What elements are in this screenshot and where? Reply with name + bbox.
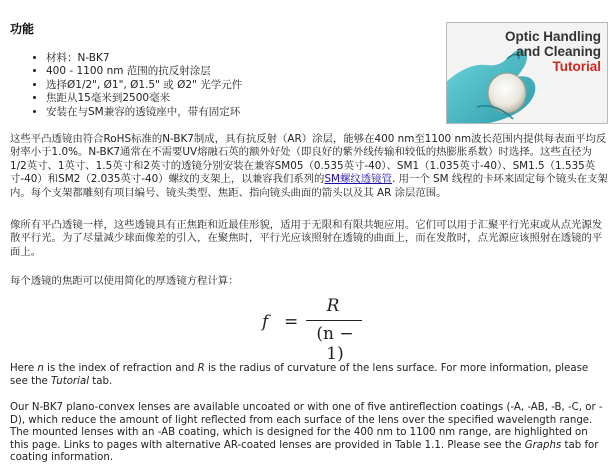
paragraph-text: is the radius of curvature of the lens surface. For more information, please see the bbox=[10, 363, 589, 387]
paragraph-text: tab for coating information. bbox=[10, 439, 599, 464]
feature-item: • 焦距从15毫米到2500毫米 bbox=[46, 92, 426, 105]
section-title: 功能 bbox=[10, 22, 35, 36]
paragraph-text: Here bbox=[10, 363, 38, 374]
radius-symbol: R bbox=[197, 363, 205, 374]
tutorial-banner-text bbox=[505, 29, 601, 74]
formula-intro-paragraph: 每个透镜的焦距可以使用简化的厚透镜方程计算： bbox=[10, 275, 239, 287]
formula-fraction-bar bbox=[306, 320, 362, 321]
description-paragraph bbox=[10, 133, 608, 200]
paragraph-text: tab. bbox=[89, 375, 113, 387]
formula-numerator: R bbox=[326, 296, 340, 316]
paragraph-text: 这些平凸透镜由符合RoHS标准的N-BK7制成，具有抗反射（AR）涂层，能够在400 nm至1100 nm波长范围内提供每表面平均反射率小于1.0%。N-BK7通常在不需要UV熔融石英的额外好处（即良好的紫外线传输和较低的热膨胀系数）时选择。这些直径为1/2英寸、1英寸、1.5英寸和2英寸的透镜分别安装在兼容SM05（0.535英寸-40）、SM1（1.035英寸-40）、SM1.5（1.535英寸-40）和SM2（2.035英寸-40）螺纹的支架上，以兼容我们系列的 bbox=[10, 133, 607, 186]
feature-item: • 400 - 1100 nm 范围的抗反射涂层 bbox=[46, 65, 426, 78]
tutorial-banner-line: and Cleaning bbox=[516, 44, 601, 59]
formula-denominator: (n − 1) bbox=[316, 324, 354, 364]
optic-handling-tutorial-banner[interactable] bbox=[446, 22, 608, 124]
tutorial-banner-line: Optic Handling bbox=[505, 29, 601, 44]
coating-paragraph bbox=[10, 402, 608, 465]
feature-item: • 材料：N-BK7 bbox=[46, 52, 426, 65]
formula-lhs: f bbox=[262, 312, 269, 332]
index-symbol: n bbox=[37, 363, 44, 374]
focal-length-formula bbox=[262, 296, 402, 364]
feature-item: • 安装在与SM兼容的透镜座中，带有固定环 bbox=[46, 106, 426, 119]
feature-item: • 选择Ø1/2", Ø1", Ø1.5" 或 Ø2" 光学元件 bbox=[46, 79, 426, 92]
formula-equals: = bbox=[284, 312, 299, 332]
paragraph-text: Our N-BK7 plano-convex lenses are available uncoated or with one of five antireflection coatings (-A, -AB, -B, -C, or -D), which reduce the amount of light reflected from each surface of the lens over the specified wavelength range. The mounted lenses with an -AB coating, which is designed for the 400 nm to 1100 nm range, are highlighted on this page. Links to pages with alternative AR-coated lenses are provided in Table 1.1. Please see the bbox=[10, 402, 603, 451]
feature-list bbox=[32, 52, 426, 119]
sm-lens-tube-link[interactable]: SM螺纹透镜管 bbox=[324, 173, 392, 186]
formula-explanation-paragraph bbox=[10, 363, 608, 388]
paragraph-text: is the index of refraction and bbox=[43, 363, 198, 374]
lens-usage-paragraph: 像所有平凸透镜一样，这些透镜具有正焦距和近最佳形貌，适用于无限和有限共轭应用。它们可以用于汇聚平行光束或从点光源发散平行光。为了尽量减少球面像差的引入，在聚焦时，平行光应该照射在透镜的曲面上，而在发散时，点光源应该照射在透镜的平面上。 bbox=[10, 219, 603, 258]
tutorial-tab-link[interactable]: Tutorial bbox=[51, 375, 90, 387]
graphs-tab-link[interactable]: Graphs bbox=[524, 439, 562, 451]
paragraph-text: . 用一个 SM 线程的卡环来固定每个镜头在支架内。每个支架都雕刻有项目编号、镜头类型、焦距、指向镜头曲面的箭头以及其 AR 涂层范围。 bbox=[10, 173, 608, 199]
tutorial-banner-line: Tutorial bbox=[552, 59, 601, 74]
